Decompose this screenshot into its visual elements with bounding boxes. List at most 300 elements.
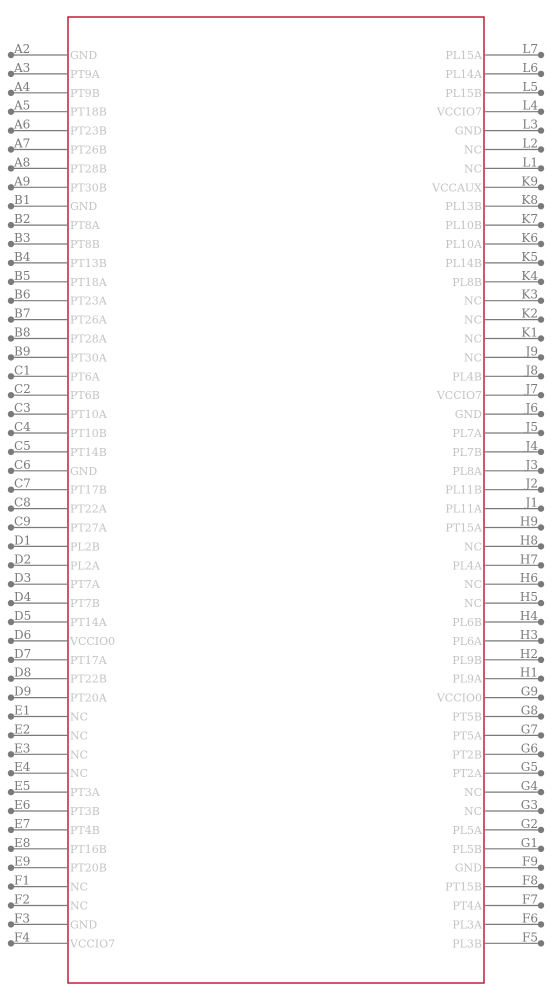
- pin-F7: [452, 893, 544, 913]
- pin-endpoint-dot: [538, 298, 544, 304]
- pin-number: L2: [522, 136, 538, 151]
- pin-endpoint-dot: [538, 713, 544, 719]
- pin-G4: [464, 779, 544, 799]
- pin-endpoint-dot: [538, 770, 544, 776]
- pin-F6: [452, 911, 544, 931]
- pin-F4: [8, 930, 115, 950]
- pin-number: H9: [519, 514, 538, 529]
- pin-J1: [445, 496, 544, 516]
- pin-number: A4: [14, 79, 31, 94]
- pin-number: L4: [522, 98, 538, 113]
- pin-name: GND: [454, 124, 482, 138]
- pin-number: K1: [521, 325, 538, 340]
- pin-name: NC: [463, 351, 482, 365]
- pin-J9: [464, 344, 544, 364]
- pin-H3: [452, 628, 544, 648]
- pin-endpoint-dot: [538, 676, 544, 682]
- pin-J8: [452, 363, 544, 383]
- pin-endpoint-dot: [538, 165, 544, 171]
- pin-endpoint-dot: [538, 505, 544, 511]
- pin-name: PL14B: [445, 256, 482, 270]
- pin-number: C1: [14, 363, 31, 378]
- pin-name: PT14A: [70, 616, 107, 629]
- pin-number: D6: [14, 627, 32, 642]
- pin-endpoint-dot: [538, 430, 544, 436]
- pin-B3: [8, 231, 100, 251]
- pin-number: K5: [521, 249, 538, 264]
- pin-number: B3: [14, 231, 31, 245]
- pin-J5: [452, 420, 544, 440]
- pin-endpoint-dot: [538, 184, 544, 190]
- pin-L6: [445, 61, 544, 81]
- pin-name: PT20A: [70, 691, 107, 705]
- pin-number: E4: [14, 760, 31, 775]
- pin-number: A6: [14, 117, 31, 132]
- pin-name: PL3B: [452, 937, 482, 951]
- pin-K1: [464, 326, 544, 346]
- pin-name: PT2A: [452, 767, 482, 781]
- pin-number: F1: [14, 873, 30, 888]
- pin-number: F9: [522, 854, 538, 869]
- pin-name: PL9B: [452, 653, 482, 667]
- pin-number: L3: [522, 117, 538, 132]
- pin-J2: [445, 477, 544, 497]
- pin-number: B1: [14, 193, 31, 208]
- pin-D4: [8, 590, 100, 610]
- pin-number: B5: [14, 268, 31, 283]
- pin-F8: [445, 874, 544, 894]
- pin-name: NC: [463, 786, 482, 800]
- pin-A7: [8, 137, 107, 157]
- pin-number: B8: [14, 325, 31, 340]
- pin-B5: [8, 269, 108, 289]
- pin-E6: [8, 798, 100, 818]
- pin-endpoint-dot: [538, 732, 544, 738]
- pin-number: K4: [521, 268, 538, 283]
- pin-E1: [8, 704, 88, 724]
- pin-number: F7: [522, 892, 538, 907]
- pin-E8: [8, 836, 107, 856]
- pin-F1: [8, 874, 88, 894]
- pin-name: PL4A: [452, 559, 482, 573]
- pin-A8: [8, 155, 107, 175]
- pin-name: PT13B: [70, 256, 107, 270]
- pin-number: B7: [14, 306, 31, 321]
- pin-name: PT14B: [70, 445, 107, 459]
- pin-number: C5: [14, 438, 31, 453]
- pin-name: VCCIO0: [436, 691, 482, 705]
- pin-name: PL11A: [445, 502, 482, 516]
- pin-C6: [8, 458, 98, 478]
- pin-endpoint-dot: [538, 657, 544, 663]
- pin-name: PL2A: [70, 559, 100, 573]
- pin-number: H1: [519, 665, 538, 680]
- pin-number: J1: [525, 495, 538, 510]
- pin-name: PL11B: [445, 483, 482, 497]
- pin-endpoint-dot: [538, 694, 544, 700]
- pin-C3: [8, 401, 108, 421]
- left-pin-column: [8, 42, 115, 950]
- pin-H6: [464, 571, 544, 591]
- pin-G6: [452, 741, 544, 761]
- pin-number: E8: [14, 835, 31, 850]
- pin-number: L6: [522, 60, 538, 75]
- pin-number: D1: [14, 533, 32, 548]
- pin-E9: [8, 855, 107, 875]
- pin-endpoint-dot: [538, 316, 544, 322]
- pin-number: E9: [14, 854, 31, 869]
- pin-F3: [8, 911, 98, 931]
- pin-number: G6: [520, 741, 538, 756]
- pin-C8: [8, 496, 108, 516]
- pin-name: NC: [463, 294, 482, 308]
- pin-G1: [452, 836, 544, 856]
- pin-number: A5: [14, 98, 31, 113]
- pin-number: D7: [14, 646, 32, 661]
- pin-D8: [8, 666, 107, 686]
- pin-G3: [464, 798, 544, 818]
- pin-name: PT3B: [70, 805, 100, 818]
- pin-name: NC: [70, 748, 89, 762]
- pin-J4: [452, 439, 544, 459]
- pin-name: PT28A: [70, 332, 107, 346]
- pin-name: PT15A: [445, 521, 482, 535]
- pin-number: C4: [14, 420, 31, 434]
- pin-B8: [8, 326, 108, 346]
- pin-A4: [8, 80, 100, 100]
- pin-name: PT23B: [70, 124, 107, 138]
- pin-endpoint-dot: [538, 260, 544, 266]
- pin-F9: [455, 855, 544, 875]
- pin-C7: [8, 477, 107, 497]
- pin-L7: [445, 42, 544, 62]
- pin-number: G8: [520, 703, 538, 718]
- pin-D3: [8, 571, 101, 591]
- pin-H7: [452, 552, 544, 572]
- pin-number: K9: [521, 174, 538, 189]
- pin-D6: [8, 628, 115, 648]
- pin-number: C2: [14, 382, 31, 397]
- pin-name: PL3A: [452, 918, 482, 932]
- pin-name: PT5B: [452, 710, 482, 724]
- pin-name: PT30B: [70, 181, 107, 195]
- pin-C5: [8, 439, 107, 459]
- pin-A6: [8, 118, 107, 138]
- pin-name: PT7A: [70, 578, 100, 592]
- pin-endpoint-dot: [538, 865, 544, 871]
- pin-name: PT16B: [70, 842, 107, 856]
- pin-number: F3: [14, 911, 30, 926]
- pin-number: F6: [522, 911, 538, 926]
- pin-name: GND: [70, 200, 98, 214]
- pin-endpoint-dot: [538, 354, 544, 360]
- pin-number: H3: [519, 627, 538, 642]
- pin-name: PL13B: [445, 200, 482, 214]
- pin-A3: [8, 61, 101, 81]
- pin-G9: [436, 685, 544, 705]
- pin-endpoint-dot: [538, 109, 544, 115]
- pin-K3: [464, 288, 544, 308]
- pin-D1: [8, 533, 100, 553]
- pin-name: PT18A: [70, 275, 107, 289]
- pin-endpoint-dot: [538, 751, 544, 757]
- pin-K2: [464, 307, 544, 327]
- pin-number: E3: [14, 741, 31, 756]
- pin-endpoint-dot: [538, 883, 544, 889]
- pin-endpoint-dot: [538, 808, 544, 814]
- pin-name: VCCIO7: [436, 389, 482, 403]
- pin-F5: [452, 930, 544, 950]
- pin-H4: [452, 609, 544, 629]
- pin-name: NC: [463, 313, 482, 327]
- pin-name: PL9A: [452, 672, 482, 686]
- pin-endpoint-dot: [538, 827, 544, 833]
- pin-K4: [452, 269, 544, 289]
- pin-name: GND: [454, 408, 482, 422]
- pin-C1: [8, 363, 101, 383]
- pin-number: A2: [14, 42, 31, 56]
- pin-endpoint-dot: [538, 789, 544, 795]
- pin-number: F4: [14, 930, 30, 945]
- pin-name: GND: [70, 49, 98, 62]
- pin-name: PL15B: [445, 86, 482, 100]
- pin-number: J8: [525, 363, 538, 378]
- pin-endpoint-dot: [538, 468, 544, 474]
- pin-name: NC: [463, 143, 482, 157]
- pin-number: B2: [14, 212, 31, 227]
- pin-K6: [445, 231, 544, 251]
- pin-number: G2: [520, 816, 538, 831]
- pin-H5: [464, 590, 544, 610]
- pin-number: E1: [14, 703, 31, 718]
- pin-name: PT4B: [70, 823, 100, 837]
- pin-name: VCCIO7: [436, 105, 482, 119]
- pin-F2: [8, 893, 88, 913]
- pin-name: PT20B: [70, 861, 107, 875]
- pin-number: H7: [519, 552, 538, 567]
- pin-name: PT9B: [70, 86, 100, 100]
- pin-name: PL7B: [452, 445, 482, 459]
- pin-J6: [455, 401, 544, 421]
- pin-name: PT5A: [452, 729, 482, 743]
- pin-number: K6: [521, 231, 538, 245]
- pin-endpoint-dot: [538, 222, 544, 228]
- pin-number: L7: [522, 42, 538, 56]
- pin-E4: [8, 760, 88, 780]
- pin-name: NC: [70, 729, 89, 743]
- pin-name: PT17B: [70, 483, 107, 497]
- pin-name: NC: [463, 540, 482, 554]
- pin-name: PT26B: [70, 143, 107, 157]
- pin-number: G4: [520, 779, 538, 794]
- pin-name: NC: [70, 899, 89, 913]
- pin-number: C7: [14, 476, 31, 491]
- right-pin-column: [431, 42, 544, 950]
- pin-number: K7: [521, 212, 538, 227]
- pin-name: PT7B: [70, 597, 100, 611]
- pin-name: GND: [70, 464, 98, 478]
- pin-number: J6: [525, 401, 538, 416]
- pin-K9: [431, 174, 544, 194]
- pin-name: PL6B: [452, 616, 482, 629]
- pin-endpoint-dot: [538, 146, 544, 152]
- pin-L4: [436, 99, 544, 119]
- pin-name: PT30A: [70, 351, 107, 365]
- pin-name: PT22B: [70, 672, 107, 686]
- pin-E2: [8, 722, 88, 742]
- pin-G7: [452, 722, 544, 742]
- pin-name: PT26A: [70, 313, 107, 327]
- pin-number: K2: [521, 306, 538, 321]
- pin-J3: [452, 458, 544, 478]
- pin-number: J7: [525, 382, 538, 397]
- pin-name: NC: [70, 880, 89, 894]
- pin-D5: [8, 609, 108, 629]
- pin-name: NC: [463, 597, 482, 611]
- pin-name: NC: [463, 332, 482, 346]
- pin-number: L5: [522, 79, 538, 94]
- pin-number: H6: [519, 571, 538, 586]
- pin-endpoint-dot: [538, 846, 544, 852]
- pin-number: C6: [14, 457, 31, 472]
- pin-endpoint-dot: [538, 581, 544, 587]
- pin-number: G1: [520, 835, 538, 850]
- pin-C4: [8, 420, 107, 440]
- pin-number: B6: [14, 287, 31, 302]
- pin-number: D8: [14, 665, 32, 680]
- pin-name: PL2B: [70, 540, 100, 554]
- pin-E5: [8, 779, 101, 799]
- pin-number: L1: [522, 155, 538, 170]
- pin-B7: [8, 307, 108, 327]
- pin-endpoint-dot: [538, 203, 544, 209]
- pin-name: PT4A: [452, 899, 482, 913]
- pin-number: D5: [14, 609, 32, 623]
- pin-G8: [452, 704, 544, 724]
- pin-number: F2: [14, 892, 30, 907]
- pin-endpoint-dot: [538, 411, 544, 417]
- pin-number: A3: [14, 60, 31, 75]
- pin-E3: [8, 741, 88, 761]
- pin-name: PL14A: [445, 67, 482, 81]
- pin-name: PL8A: [452, 464, 482, 478]
- pin-name: NC: [463, 805, 482, 818]
- pin-name: PT18B: [70, 105, 107, 119]
- pin-number: G3: [520, 798, 538, 812]
- pin-K7: [445, 212, 544, 232]
- pin-number: H2: [519, 646, 538, 661]
- pin-endpoint-dot: [538, 279, 544, 285]
- pin-number: D4: [14, 590, 32, 605]
- pin-name: VCCAUX: [432, 181, 482, 195]
- pin-name: PT27A: [70, 521, 107, 535]
- pin-name: PL8B: [452, 275, 482, 289]
- pin-name: PT6B: [70, 389, 100, 403]
- pin-name: PT22A: [70, 502, 107, 516]
- pin-J7: [436, 382, 544, 402]
- pin-B4: [8, 250, 107, 270]
- pin-name: NC: [463, 578, 482, 592]
- pin-name: PL10A: [445, 238, 482, 251]
- pin-number: K8: [521, 193, 538, 208]
- pin-number: A8: [14, 155, 31, 170]
- pin-K8: [445, 193, 544, 213]
- pin-L2: [464, 137, 544, 157]
- pin-number: J4: [525, 438, 538, 453]
- pin-name: NC: [70, 767, 89, 781]
- pin-endpoint-dot: [538, 619, 544, 625]
- pin-endpoint-dot: [538, 71, 544, 77]
- pin-number: G7: [520, 722, 538, 737]
- pin-name: PT17A: [70, 653, 107, 667]
- pin-number: H4: [519, 609, 538, 623]
- pin-endpoint-dot: [538, 127, 544, 133]
- pin-H8: [464, 533, 544, 553]
- pin-name: NC: [70, 710, 89, 724]
- pin-number: B9: [14, 344, 31, 359]
- pin-E7: [8, 817, 100, 837]
- pin-number: E6: [14, 798, 31, 812]
- pin-name: GND: [70, 918, 98, 932]
- pin-endpoint-dot: [538, 392, 544, 398]
- pin-number: A9: [14, 174, 31, 189]
- pin-H1: [452, 666, 544, 686]
- pin-endpoint-dot: [538, 487, 544, 493]
- pin-name: VCCIO7: [70, 937, 116, 951]
- pin-name: PT10B: [70, 427, 107, 440]
- pin-G5: [452, 760, 544, 780]
- pin-A9: [8, 174, 107, 194]
- pin-endpoint-dot: [538, 940, 544, 946]
- pin-name: PL4B: [452, 370, 482, 384]
- pin-name: PT2B: [452, 748, 482, 762]
- pin-number: G5: [520, 760, 538, 775]
- pin-number: B4: [14, 249, 31, 264]
- pin-name: PL10B: [445, 219, 482, 233]
- pin-number: K3: [521, 287, 538, 302]
- pin-L3: [455, 118, 544, 138]
- pin-number: G9: [520, 684, 538, 699]
- pin-number: C3: [14, 401, 31, 416]
- pin-number: H8: [519, 533, 538, 548]
- pin-number: J5: [525, 420, 538, 434]
- pin-number: E5: [14, 779, 31, 794]
- pin-name: PT8B: [70, 238, 100, 251]
- pin-name: NC: [463, 162, 482, 176]
- pin-name: PT6A: [70, 370, 100, 384]
- pin-name: PL5A: [452, 823, 482, 837]
- pin-name: PT3A: [70, 786, 100, 800]
- pin-name: VCCIO0: [70, 634, 116, 648]
- pin-number: F5: [522, 930, 538, 945]
- pin-endpoint-dot: [538, 921, 544, 927]
- pin-B6: [8, 288, 108, 308]
- pin-endpoint-dot: [538, 638, 544, 644]
- pin-K5: [445, 250, 544, 270]
- pin-number: F8: [522, 873, 538, 888]
- pin-endpoint-dot: [538, 90, 544, 96]
- component-body: [68, 17, 484, 983]
- pin-A5: [8, 99, 107, 119]
- pin-D9: [8, 685, 108, 705]
- pin-endpoint-dot: [538, 335, 544, 341]
- pin-number: J9: [525, 344, 538, 359]
- pin-name: GND: [454, 861, 482, 875]
- pin-name: PT28B: [70, 162, 107, 176]
- pin-name: PT8A: [70, 219, 100, 233]
- pin-number: J2: [525, 476, 538, 491]
- pin-number: A7: [14, 136, 31, 151]
